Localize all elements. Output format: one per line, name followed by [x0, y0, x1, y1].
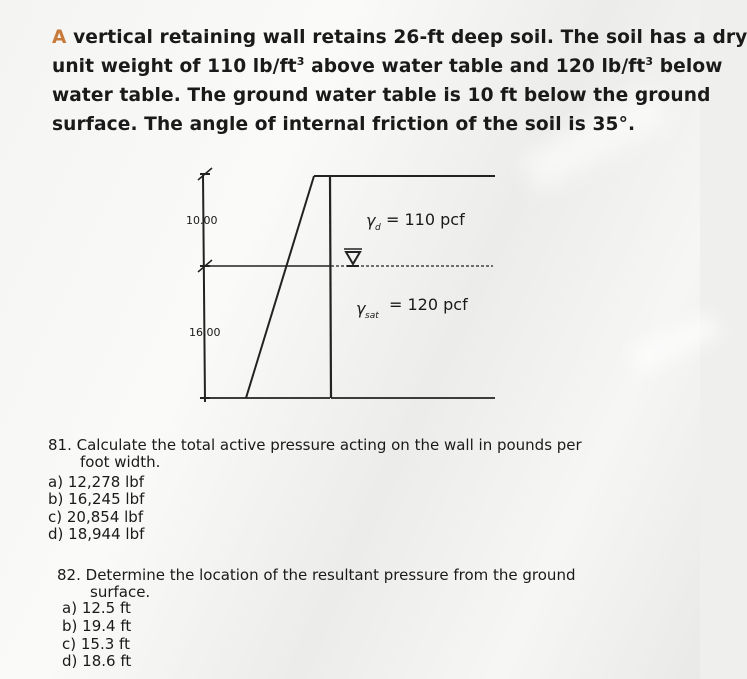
question-text: Determine the location of the resultant pressure from the ground: [85, 566, 576, 584]
gamma-sat-symbol: γ: [356, 299, 366, 318]
option-value: 12,278 lbf: [67, 473, 145, 491]
option-81b[interactable]: [48, 491, 144, 508]
question-text: Calculate the total active pressure acting on the wall in pounds per: [76, 436, 582, 454]
question-81-line-1: [48, 437, 582, 454]
option-value: 20,854 lbf: [66, 508, 144, 526]
dry-unit-weight-text: unit weight of 110 lb/ft: [52, 56, 297, 77]
problem-first-letter: A: [52, 27, 67, 48]
question-82-line-1: [57, 567, 575, 584]
option-letter: b): [62, 617, 78, 635]
option-value: 19.4 ft: [82, 617, 132, 635]
option-82b[interactable]: [62, 618, 131, 635]
option-value: 18,944 lbf: [68, 525, 145, 543]
dimension-label-lower: 16.00: [189, 326, 221, 339]
option-82d[interactable]: [62, 653, 131, 670]
option-value: 18.6 ft: [82, 652, 132, 670]
gamma-sat-subscript: sat: [365, 311, 379, 321]
question-number: 82.: [57, 566, 81, 584]
option-letter: c): [62, 635, 77, 653]
problem-line-1-text: vertical retaining wall retains 26-ft deep soil. The soil has a dry: [66, 27, 747, 48]
option-82a[interactable]: [62, 600, 131, 617]
problem-line-3: water table. The ground water table is 10 ft below the ground: [52, 85, 711, 106]
dimension-label-upper: 10.00: [186, 214, 218, 227]
question-81: [48, 437, 582, 471]
gamma-d-subscript: d: [375, 223, 381, 233]
dimension-line: [203, 174, 205, 402]
option-letter: c): [48, 508, 63, 526]
question-82-line-2: surface.: [90, 583, 151, 601]
gamma-d-symbol: γ: [366, 211, 376, 230]
option-81a[interactable]: [48, 474, 144, 491]
option-value: 15.3 ft: [80, 635, 130, 653]
option-81c[interactable]: [48, 509, 143, 526]
option-letter: a): [62, 599, 78, 617]
gamma-d-value: = 110 pcf: [386, 210, 465, 229]
gamma-sat-value: = 120 pcf: [389, 295, 468, 314]
wall-back-face: [246, 176, 314, 398]
superscript: 3: [296, 55, 305, 68]
option-letter: d): [48, 525, 64, 543]
option-letter: d): [62, 652, 78, 670]
question-82: [57, 567, 575, 601]
wall-front-face: [330, 176, 331, 398]
superscript: 3: [645, 55, 654, 68]
below-text: below: [653, 56, 723, 77]
option-81d[interactable]: [48, 526, 144, 543]
question-81-line-2: foot width.: [80, 453, 161, 471]
option-value: 16,245 lbf: [68, 490, 145, 508]
option-letter: b): [48, 490, 64, 508]
sat-unit-weight-text: above water table and 120 lb/ft: [304, 56, 646, 77]
option-82c[interactable]: [62, 636, 130, 653]
option-value: 12.5 ft: [81, 599, 131, 617]
option-letter: a): [48, 473, 64, 491]
water-table-icon: [344, 249, 362, 266]
question-number: 81.: [48, 436, 72, 454]
problem-line-4: surface. The angle of internal friction of the soil is 35°.: [52, 114, 636, 135]
